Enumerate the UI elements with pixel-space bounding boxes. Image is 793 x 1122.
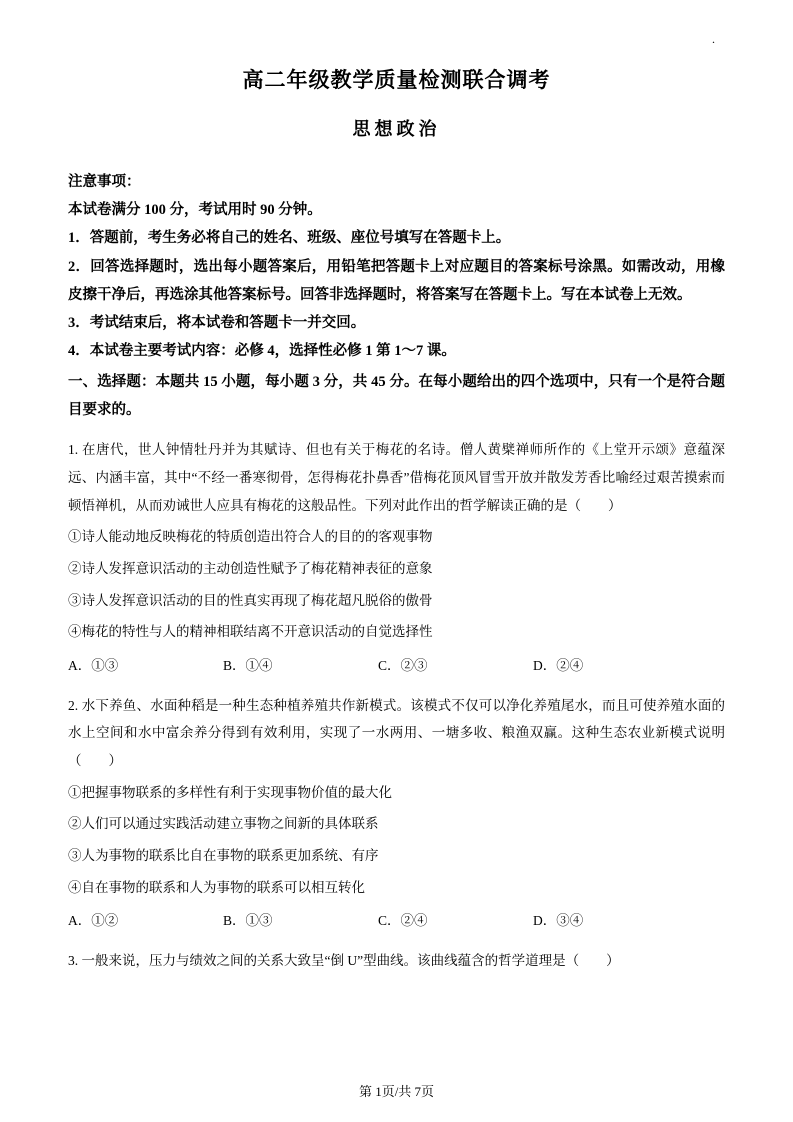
question-1-choice-a[interactable]: A．①③ <box>68 657 119 673</box>
notice-line-4: 3．考试结束后，将本试卷和答题卡一并交回。 <box>68 315 366 332</box>
question-3-number: 3. <box>68 953 79 968</box>
notice-line-5: 4．本试卷主要考试内容：必修 4，选择性必修 1 第 1～7 课。 <box>68 343 456 360</box>
subject-title: 思想政治 <box>352 119 441 140</box>
section-heading-multiple-choice: 一、选择题：本题共 15 小题，每小题 3 分，共 45 分。在每小题给出的四个选项中，只有一个是符合题目要求的。 <box>68 373 725 418</box>
question-2-choice-d[interactable]: D．③④ <box>533 913 584 929</box>
question-3-stem <box>68 947 725 975</box>
question-1-choices <box>68 652 725 680</box>
question-1-option-4: ④梅花的特性与人的精神相联结离不开意识活动的自觉选择性 <box>68 624 433 640</box>
question-1-option-3: ③诗人发挥意识活动的目的性真实再现了梅花超凡脱俗的傲骨 <box>68 592 433 608</box>
question-2-option-1: ①把握事物联系的多样性有利于实现事物价值的最大化 <box>68 784 392 800</box>
notice-line-3: 2．回答选择题时，选出每小题答案后，用铅笔把答题卡上对应题目的答案标号涂黑。如需改动，用橡皮擦干净后，再选涂其他答案标号。回答非选择题时，将答案写在答题卡上。写在本试卷上无效。 <box>68 258 725 303</box>
question-1-option-1: ①诗人能动地反映梅花的特质创造出符合人的目的的客观事物 <box>68 529 433 545</box>
question-2-choice-c[interactable]: C．②④ <box>378 913 428 929</box>
corner-dot-mark: . <box>712 32 715 46</box>
question-2-option-4: ④自在事物的联系和人为事物的联系可以相互转化 <box>68 879 365 895</box>
notice-line-1: 本试卷满分 100 分，考试用时 90 分钟。 <box>68 202 322 219</box>
question-1-choice-b[interactable]: B．①④ <box>223 657 273 673</box>
question-1-choice-c[interactable]: C．②③ <box>378 657 428 673</box>
question-1-choice-d[interactable]: D．②④ <box>533 657 584 673</box>
question-3-text: 一般来说，压力与绩效之间的关系大致呈“倒 U”型曲线。该曲线蕴含的哲学道理是（ ） <box>81 953 620 968</box>
question-2-number: 2. <box>68 697 79 713</box>
page-footer: 第 1页/共 7页 <box>358 1084 435 1099</box>
page-title: 高二年级教学质量检测联合调考 <box>242 68 551 92</box>
question-2-text: 水下养鱼、水面种稻是一种生态种植养殖共作新模式。该模式不仅可以净化养殖尾水，而且可使养殖水面的水上空间和水中富余养分得到有效利用，实现了一水两用、一塘多收、粮渔双赢。这种生态农业新模式说明（ ） <box>68 697 726 768</box>
question-1-number: 1. <box>68 442 79 458</box>
notice-heading: 注意事项： <box>68 173 141 190</box>
notice-line-2: 1．答题前，考生务必将自己的姓名、班级、座位号填写在答题卡上。 <box>68 230 511 247</box>
question-2-option-2: ②人们可以通过实践活动建立事物之间新的具体联系 <box>68 816 379 832</box>
question-2-choice-a[interactable]: A．①② <box>68 913 119 929</box>
question-1-stem <box>68 436 725 519</box>
question-2-choice-b[interactable]: B．①③ <box>223 913 273 929</box>
question-2-stem <box>68 692 725 775</box>
question-2-choices <box>68 907 725 935</box>
question-1-text: 在唐代，世人钟情牡丹并为其赋诗、但也有关于梅花的名诗。僧人黄檗禅师所作的《上堂开示颂》意蕴深远、内涵丰富，其中“不经一番寒彻骨，怎得梅花扑鼻香”借梅花顶风冒雪开放并散发芳香比喻经过艰苦摸索而顿悟禅机，从而劝诫世人应具有梅花的这般品性。下列对此作出的哲学解读正确的是（ ） <box>68 442 726 513</box>
question-1-option-2: ②诗人发挥意识活动的主动创造性赋予了梅花精神表征的意象 <box>68 560 433 576</box>
question-2-option-3: ③人为事物的联系比自在事物的联系更加系统、有序 <box>68 847 379 863</box>
